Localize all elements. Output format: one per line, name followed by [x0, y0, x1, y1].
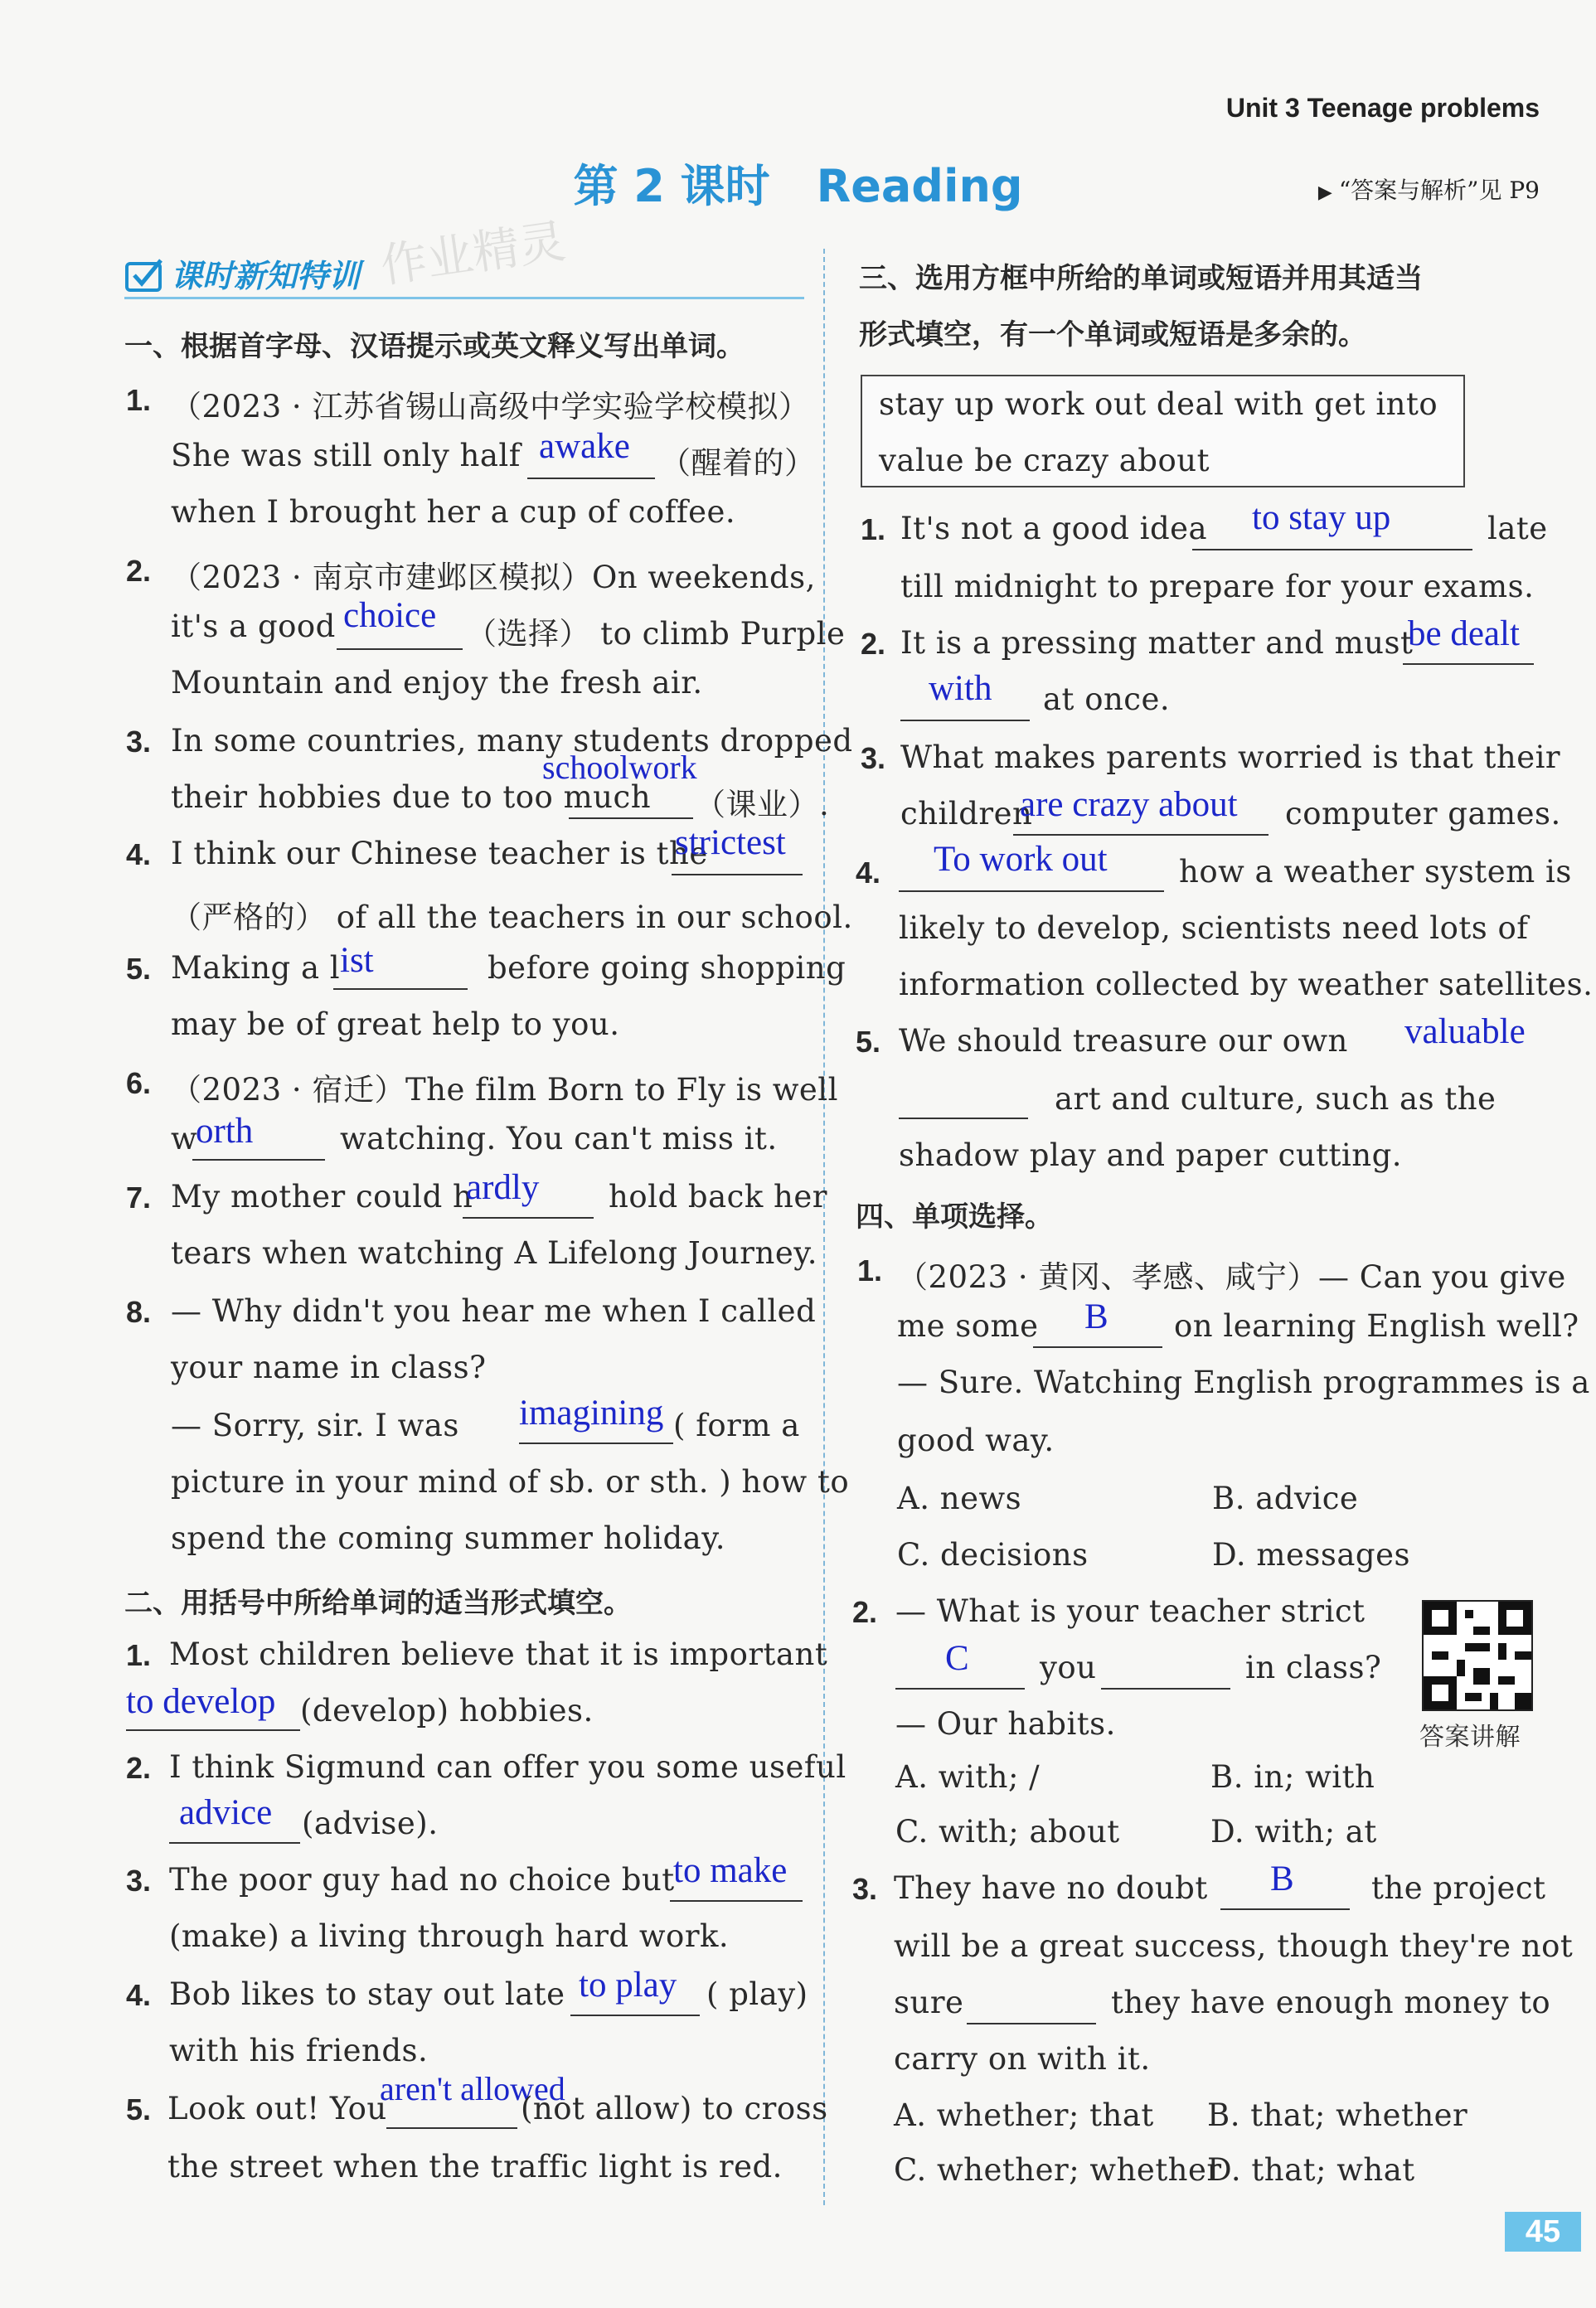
question-number: 1.	[861, 512, 886, 546]
answer-text: awake	[539, 427, 630, 466]
question-text: ( play)	[706, 1976, 808, 2012]
question-number: 2.	[861, 627, 886, 661]
answer-blank[interactable]	[899, 890, 1164, 892]
answer-text: strictest	[675, 823, 786, 862]
section-4-heading: 四、单项选择。	[856, 1200, 1053, 1234]
question-text: What makes parents worried is that their	[900, 739, 1561, 775]
option-c[interactable]: C. decisions	[897, 1537, 1089, 1573]
option-d[interactable]: D. with; at	[1210, 1814, 1377, 1850]
question-number: 2.	[126, 1751, 152, 1785]
question-text: their hobbies due to too much	[171, 779, 652, 815]
question-number: 8.	[126, 1295, 152, 1329]
answer-blank[interactable]	[126, 1729, 300, 1731]
answer-reference-text: “答案与解析”见 P9	[1338, 177, 1540, 204]
question-number: 4.	[126, 1978, 152, 2012]
answer-blank[interactable]	[169, 1842, 300, 1844]
question-text: — Why didn't you hear me when I called	[171, 1293, 817, 1329]
question-text: watching. You can't miss it.	[340, 1121, 778, 1156]
answer-blank[interactable]	[1192, 549, 1472, 550]
option-c[interactable]: C. with; about	[895, 1814, 1120, 1850]
question-number: 6.	[126, 1066, 152, 1100]
word-box-row: stay up work out deal with get into	[879, 386, 1438, 422]
answer-blank[interactable]	[386, 2127, 517, 2129]
question-number: 7.	[126, 1181, 152, 1215]
answer-text: are crazy about	[1020, 785, 1238, 824]
question-text: I think our Chinese teacher is the	[171, 836, 708, 871]
question-text: (make) a living through hard work.	[169, 1918, 730, 1954]
question-text: the street when the traffic light is red.	[167, 2149, 783, 2184]
answer-text: valuable	[1404, 1012, 1526, 1051]
question-text: with his friends.	[169, 2033, 429, 2068]
question-number: 3.	[852, 1872, 878, 1906]
question-text: till midnight to prepare for your exams.	[900, 569, 1535, 604]
question-text: We should treasure our own	[899, 1023, 1348, 1059]
question-text: (not allow) to cross	[521, 2091, 828, 2126]
question-text: late	[1487, 511, 1548, 546]
question-text: （醒着的）	[660, 445, 816, 481]
answer-text: ardly	[466, 1168, 540, 1207]
question-text: when I brought her a cup of coffee.	[171, 494, 736, 530]
question-text: carry on with it.	[894, 2041, 1151, 2077]
answer-blank[interactable]	[527, 478, 655, 479]
question-text: ( form a	[673, 1408, 800, 1443]
question-number: 1.	[857, 1253, 883, 1287]
question-text: shadow play and paper cutting.	[899, 1137, 1403, 1173]
question-text: My mother could h	[171, 1179, 473, 1215]
option-d[interactable]: D. messages	[1212, 1537, 1410, 1573]
answer-text: advice	[179, 1793, 273, 1832]
question-text: w	[171, 1121, 198, 1156]
question-text: (develop) hobbies.	[300, 1693, 594, 1729]
option-a[interactable]: A. with; /	[895, 1759, 1041, 1795]
answer-text: schoolwork	[542, 749, 697, 786]
question-text: your name in class?	[171, 1350, 487, 1385]
question-text: Bob likes to stay out late	[169, 1976, 565, 2012]
checkbook-icon	[124, 255, 166, 293]
question-text: sure	[894, 1985, 964, 2020]
question-text: before going shopping	[488, 950, 847, 986]
question-text: art and culture, such as the	[1055, 1081, 1497, 1117]
question-text: （2023 · 南京市建邺区模拟）On weekends,	[171, 560, 816, 595]
question-text: on learning English well?	[1174, 1308, 1579, 1344]
question-text: hold back her	[609, 1179, 827, 1215]
question-number: 3.	[861, 741, 886, 775]
brand-underline	[124, 297, 804, 299]
question-text: it's a good	[171, 609, 336, 644]
question-text: children	[900, 796, 1033, 832]
answer-text: ist	[340, 941, 374, 980]
question-text: will be a great success, though they're not	[894, 1928, 1574, 1964]
question-text: — Sure. Watching English programmes is a	[897, 1365, 1590, 1400]
answer-blank[interactable]	[192, 1159, 325, 1161]
question-number: 2.	[126, 554, 152, 588]
question-text: Mountain and enjoy the fresh air.	[171, 665, 703, 701]
question-text: me some	[897, 1308, 1039, 1344]
question-number: 5.	[856, 1025, 881, 1059]
answer-text: to stay up	[1252, 498, 1391, 537]
answer-text: C	[945, 1639, 969, 1678]
question-text: （课业）.	[695, 787, 830, 822]
question-text: at once.	[1043, 681, 1171, 717]
answer-blank[interactable]	[519, 1442, 673, 1444]
question-text: you	[1040, 1650, 1097, 1685]
answer-blank[interactable]	[670, 1900, 803, 1902]
question-text: Look out! You	[167, 2091, 387, 2126]
question-text: In some countries, many students dropped	[171, 723, 853, 759]
question-text: (advise).	[302, 1806, 439, 1841]
qr-code-icon[interactable]	[1422, 1600, 1533, 1711]
section-3-heading-cont: 形式填空，有一个单词或短语是多余的。	[859, 318, 1366, 352]
option-b[interactable]: B. that; whether	[1207, 2097, 1468, 2133]
lesson-title-cn: 第 2 课时	[573, 160, 770, 212]
watermark: 作业精灵	[377, 214, 570, 294]
question-text: the project	[1371, 1870, 1546, 1906]
section-1-heading: 一、根据首字母、汉语提示或英文释义写出单词。	[124, 330, 745, 363]
question-text: Making a l	[171, 950, 341, 986]
section-brand: 课时新知特训	[171, 258, 361, 294]
answer-blank[interactable]	[333, 988, 468, 990]
column-divider	[823, 249, 825, 2205]
question-text: tears when watching A Lifelong Journey.	[171, 1235, 817, 1271]
question-number: 4.	[856, 856, 881, 890]
answer-blank[interactable]	[1101, 1688, 1230, 1690]
question-number: 4.	[126, 837, 152, 871]
question-text: Most children believe that it is important	[169, 1636, 828, 1672]
answer-blank[interactable]	[463, 1217, 594, 1219]
question-text: likely to develop, scientists need lots of	[899, 910, 1529, 946]
answer-text: B	[1270, 1859, 1294, 1898]
answer-blank[interactable]	[1033, 1346, 1162, 1348]
answer-blank[interactable]	[895, 1688, 1025, 1690]
answer-text: To work out	[934, 840, 1108, 879]
question-number: 1.	[126, 383, 152, 417]
answer-blank[interactable]	[1013, 834, 1269, 836]
question-text: （2023 · 宿迁）The film Born to Fly is well	[171, 1072, 838, 1108]
answer-blank[interactable]	[900, 720, 1030, 721]
question-text: （2023 · 黄冈、孝感、咸宁）— Can you give	[897, 1259, 1566, 1295]
question-text: （严格的） of all the teachers in our school.	[171, 899, 853, 935]
option-a[interactable]: A. news	[897, 1481, 1022, 1516]
option-a[interactable]: A. whether; that	[894, 2097, 1154, 2133]
question-text: （2023 · 江苏省锡山高级中学实验学校模拟）	[171, 389, 810, 424]
question-number: 3.	[126, 725, 152, 759]
section-2-heading: 二、用括号中所给单词的适当形式填空。	[124, 1587, 632, 1620]
answer-text: to develop	[126, 1682, 276, 1721]
question-number: 5.	[126, 952, 152, 986]
question-text: It's not a good idea	[900, 511, 1208, 546]
answer-text: orth	[196, 1112, 254, 1151]
answer-text: be dealt	[1408, 614, 1520, 653]
question-text: It is a pressing matter and must	[900, 625, 1414, 661]
answer-text: to play	[579, 1966, 677, 2005]
question-text: good way.	[897, 1423, 1055, 1458]
question-text: — What is your teacher strict	[895, 1593, 1366, 1629]
qr-caption: 答案讲解	[1419, 1723, 1521, 1752]
question-text: The poor guy had no choice but	[169, 1862, 675, 1898]
question-text: computer games.	[1285, 796, 1561, 832]
option-c[interactable]: C. whether; whether	[894, 2152, 1222, 2188]
answer-blank[interactable]	[337, 648, 463, 650]
answer-blank[interactable]	[967, 2023, 1096, 2024]
lesson-title-en: Reading	[816, 160, 1023, 212]
question-number: 2.	[852, 1595, 878, 1629]
question-text: They have no doubt	[894, 1870, 1208, 1906]
question-text: information collected by weather satellites.	[899, 967, 1594, 1002]
option-b[interactable]: B. in; with	[1210, 1759, 1375, 1795]
answer-text: B	[1084, 1297, 1108, 1336]
question-text: I think Sigmund can offer you some useful	[169, 1749, 847, 1785]
option-b[interactable]: B. advice	[1212, 1481, 1359, 1516]
question-text: in class?	[1245, 1650, 1382, 1685]
question-text: — Our habits.	[895, 1706, 1116, 1742]
answer-text: choice	[343, 596, 437, 635]
answer-text: aren't allowed	[380, 2070, 565, 2107]
option-d[interactable]: D. that; what	[1207, 2152, 1415, 2188]
question-text: — Sorry, sir. I was	[171, 1408, 459, 1443]
answer-blank[interactable]	[1220, 1908, 1350, 1910]
word-box	[861, 375, 1465, 487]
answer-text: with	[929, 669, 992, 708]
question-text: how a weather system is	[1179, 854, 1572, 890]
section-3-heading: 三、选用方框中所给的单词或短语并用其适当	[859, 262, 1423, 295]
answer-text: to make	[673, 1851, 788, 1890]
unit-title: Unit 3 Teenage problems	[1225, 93, 1540, 123]
answer-blank[interactable]	[899, 1118, 1028, 1119]
question-text: She was still only half	[171, 438, 521, 473]
play-arrow-icon: ▶	[1317, 182, 1332, 203]
question-number: 3.	[126, 1864, 152, 1898]
answer-reference	[1318, 172, 1540, 206]
question-text: picture in your mind of sb. or sth. ) how to	[171, 1464, 850, 1500]
question-text: may be of great help to you.	[171, 1006, 620, 1042]
word-box-row: value be crazy about	[879, 443, 1210, 478]
answer-blank[interactable]	[672, 874, 803, 875]
question-text: spend the coming summer holiday.	[171, 1520, 725, 1556]
answer-blank[interactable]	[1403, 663, 1534, 665]
question-number: 5.	[126, 2092, 152, 2126]
answer-text: imagining	[519, 1394, 664, 1433]
question-text: （选择） to climb Purple	[466, 616, 846, 652]
page-number: 45	[1505, 2212, 1581, 2252]
question-text: they have enough money to	[1111, 1985, 1551, 2020]
question-number: 1.	[126, 1638, 152, 1672]
answer-blank[interactable]	[569, 817, 693, 819]
answer-blank[interactable]	[570, 2015, 700, 2016]
